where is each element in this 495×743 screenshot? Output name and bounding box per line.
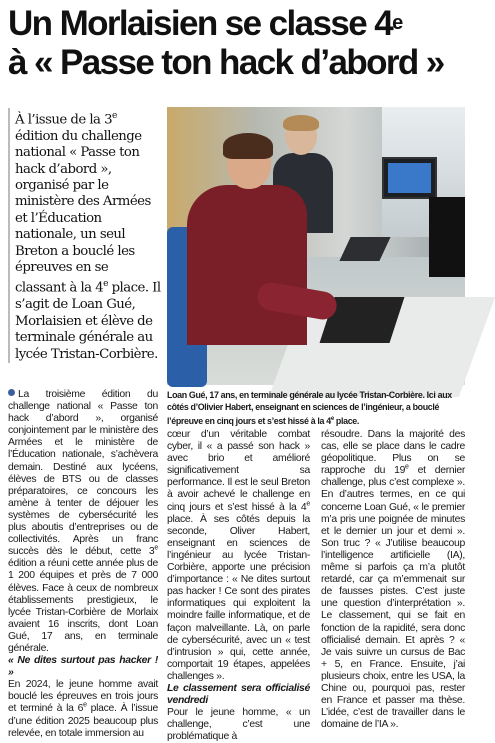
photo-monitor <box>382 157 437 199</box>
article-column-1 <box>8 389 158 740</box>
photo-student <box>187 137 307 387</box>
col1-subheading: « Ne dites surtout pas hacker ! » <box>8 655 158 679</box>
headline-line2: à « Passe ton hack d’abord » <box>8 43 444 82</box>
photo-caption <box>167 389 465 427</box>
headline-sup: e <box>392 12 404 34</box>
caption-text-2: place. <box>333 415 359 426</box>
photo-monitor-side <box>429 197 465 277</box>
lead-sup-1: e <box>112 111 117 121</box>
lead-text-3: place. Il s’agit de Loan Gué, Morlaisien et élève de terminale générale au lycée Tristan-Corbière. <box>15 280 161 362</box>
headline-line1: Un Morlaisien se classe 4 <box>8 4 393 43</box>
article-photo <box>167 107 465 385</box>
article-lead <box>8 108 161 363</box>
col3-paragraph-1: résoudre. Dans la majorité des cas, elle se place dans le cadre géopolitique. Plus on se rapproche du 19e et dernier challenge, plus c’est complexe ». En d’autres termes, en ce qui concerne Loan Gué, « le premier m’a pris une poignée de minutes et le dernier un jour et demi ». Son truc ? « J’utilise beaucoup l’intelligence artificielle (IA), même si parfois ça m’a plutôt retardé, car ça m’emmenait sur de fausses pistes. C’est juste une question d’interprétation ». Le classement, qui se fait en fonction de la rapidité, sera donc officialisé demain. Et après ? « Je vais suivre un cursus de Bac + 5, en France. Ensuite, j’ai plusieurs choix, entre les USA, la Chine ou, pourquoi pas, rester en France et passer ma thèse. L’idée, c’est de travailler dans le domaine de l’IA ». <box>321 429 465 731</box>
caption-text-1: Loan Gué, 17 ans, en terminale générale au lycée Tristan-Corbière. Ici aux côtés d’Olivier Habert, enseignant en sciences de l’ingénieur, a bouclé l’épreuve en cinq jours et s’est hissé à la 4 <box>167 390 452 426</box>
bullet-icon <box>8 389 15 396</box>
lead-text-2: édition du challenge national « Passe ton hack d’abord », organisé par le ministère des Armées et l’Éducation nationale, un seul Breton a bouclé les épreuves en se classant à la 4 <box>15 128 151 296</box>
lead-sup-2: e <box>103 279 108 290</box>
col1-paragraph-2: En 2024, le jeune homme avait bouclé les épreuves en trois jours et terminé à la 6e place. À l’issue d’une édition 2025 beaucoup plus relevée, en totale immersion au <box>8 679 159 739</box>
article-column-2 <box>167 429 310 743</box>
article-column-3 <box>321 429 465 731</box>
col2-paragraph-2: Pour le jeune homme, « un challenge, c’est une problématique à <box>167 707 310 743</box>
col2-paragraph-1: cœur d’un véritable combat cyber, il « a passé son hack » avec brio et amélioré significativement sa performance. Il est le seul Breton à avoir achevé le challenge en cinq jours et s’est hissé à la 4e place. À ses côtés depuis la seconde, Oliver Habert, enseignant en sciences de l’ingénieur au lycée Tristan-Corbière, apporte une précision d’importance : « Ne dites surtout pas hacker ! Ce sont des pirates informatiques qui exploitent la moindre faille informatique, et de façon malveillante. Là, on parle de cybersécurité, avec un « test d’intrusion » qui, cette année, comportait 19 étapes, appelées challenges ». <box>167 429 310 682</box>
col2-subheading: Le classement sera officialisé vendredi <box>167 682 310 707</box>
lead-text-1: À l’issue de la 3 <box>15 112 112 128</box>
caption-sup: e <box>330 416 334 422</box>
col1-intro: La troisième édition du challenge national « Passe ton hack d’abord », organisé conjointement par le ministère des Armées et le ministère de l’Éducation nationale, s’achèvera demain. Destiné aux lycéens, élèves de BTS ou de classes préparatoires, ce concours les amène à tenter de déjouer les systèmes de cybersécurité les plus aboutis d’entreprises ou de collectivités. Après un franc succès dès le début, cette 3e édition a réuni cette année plus de 1 200 équipes et près de 7 000 élèves. Face à ceux de nombreux établissements prestigieux, le lycée Tristan-Corbière de Morlaix avaient 16 inscrits, dont Loan Gué, 17 ans, en terminale générale. <box>8 389 158 654</box>
article-headline <box>8 4 468 82</box>
